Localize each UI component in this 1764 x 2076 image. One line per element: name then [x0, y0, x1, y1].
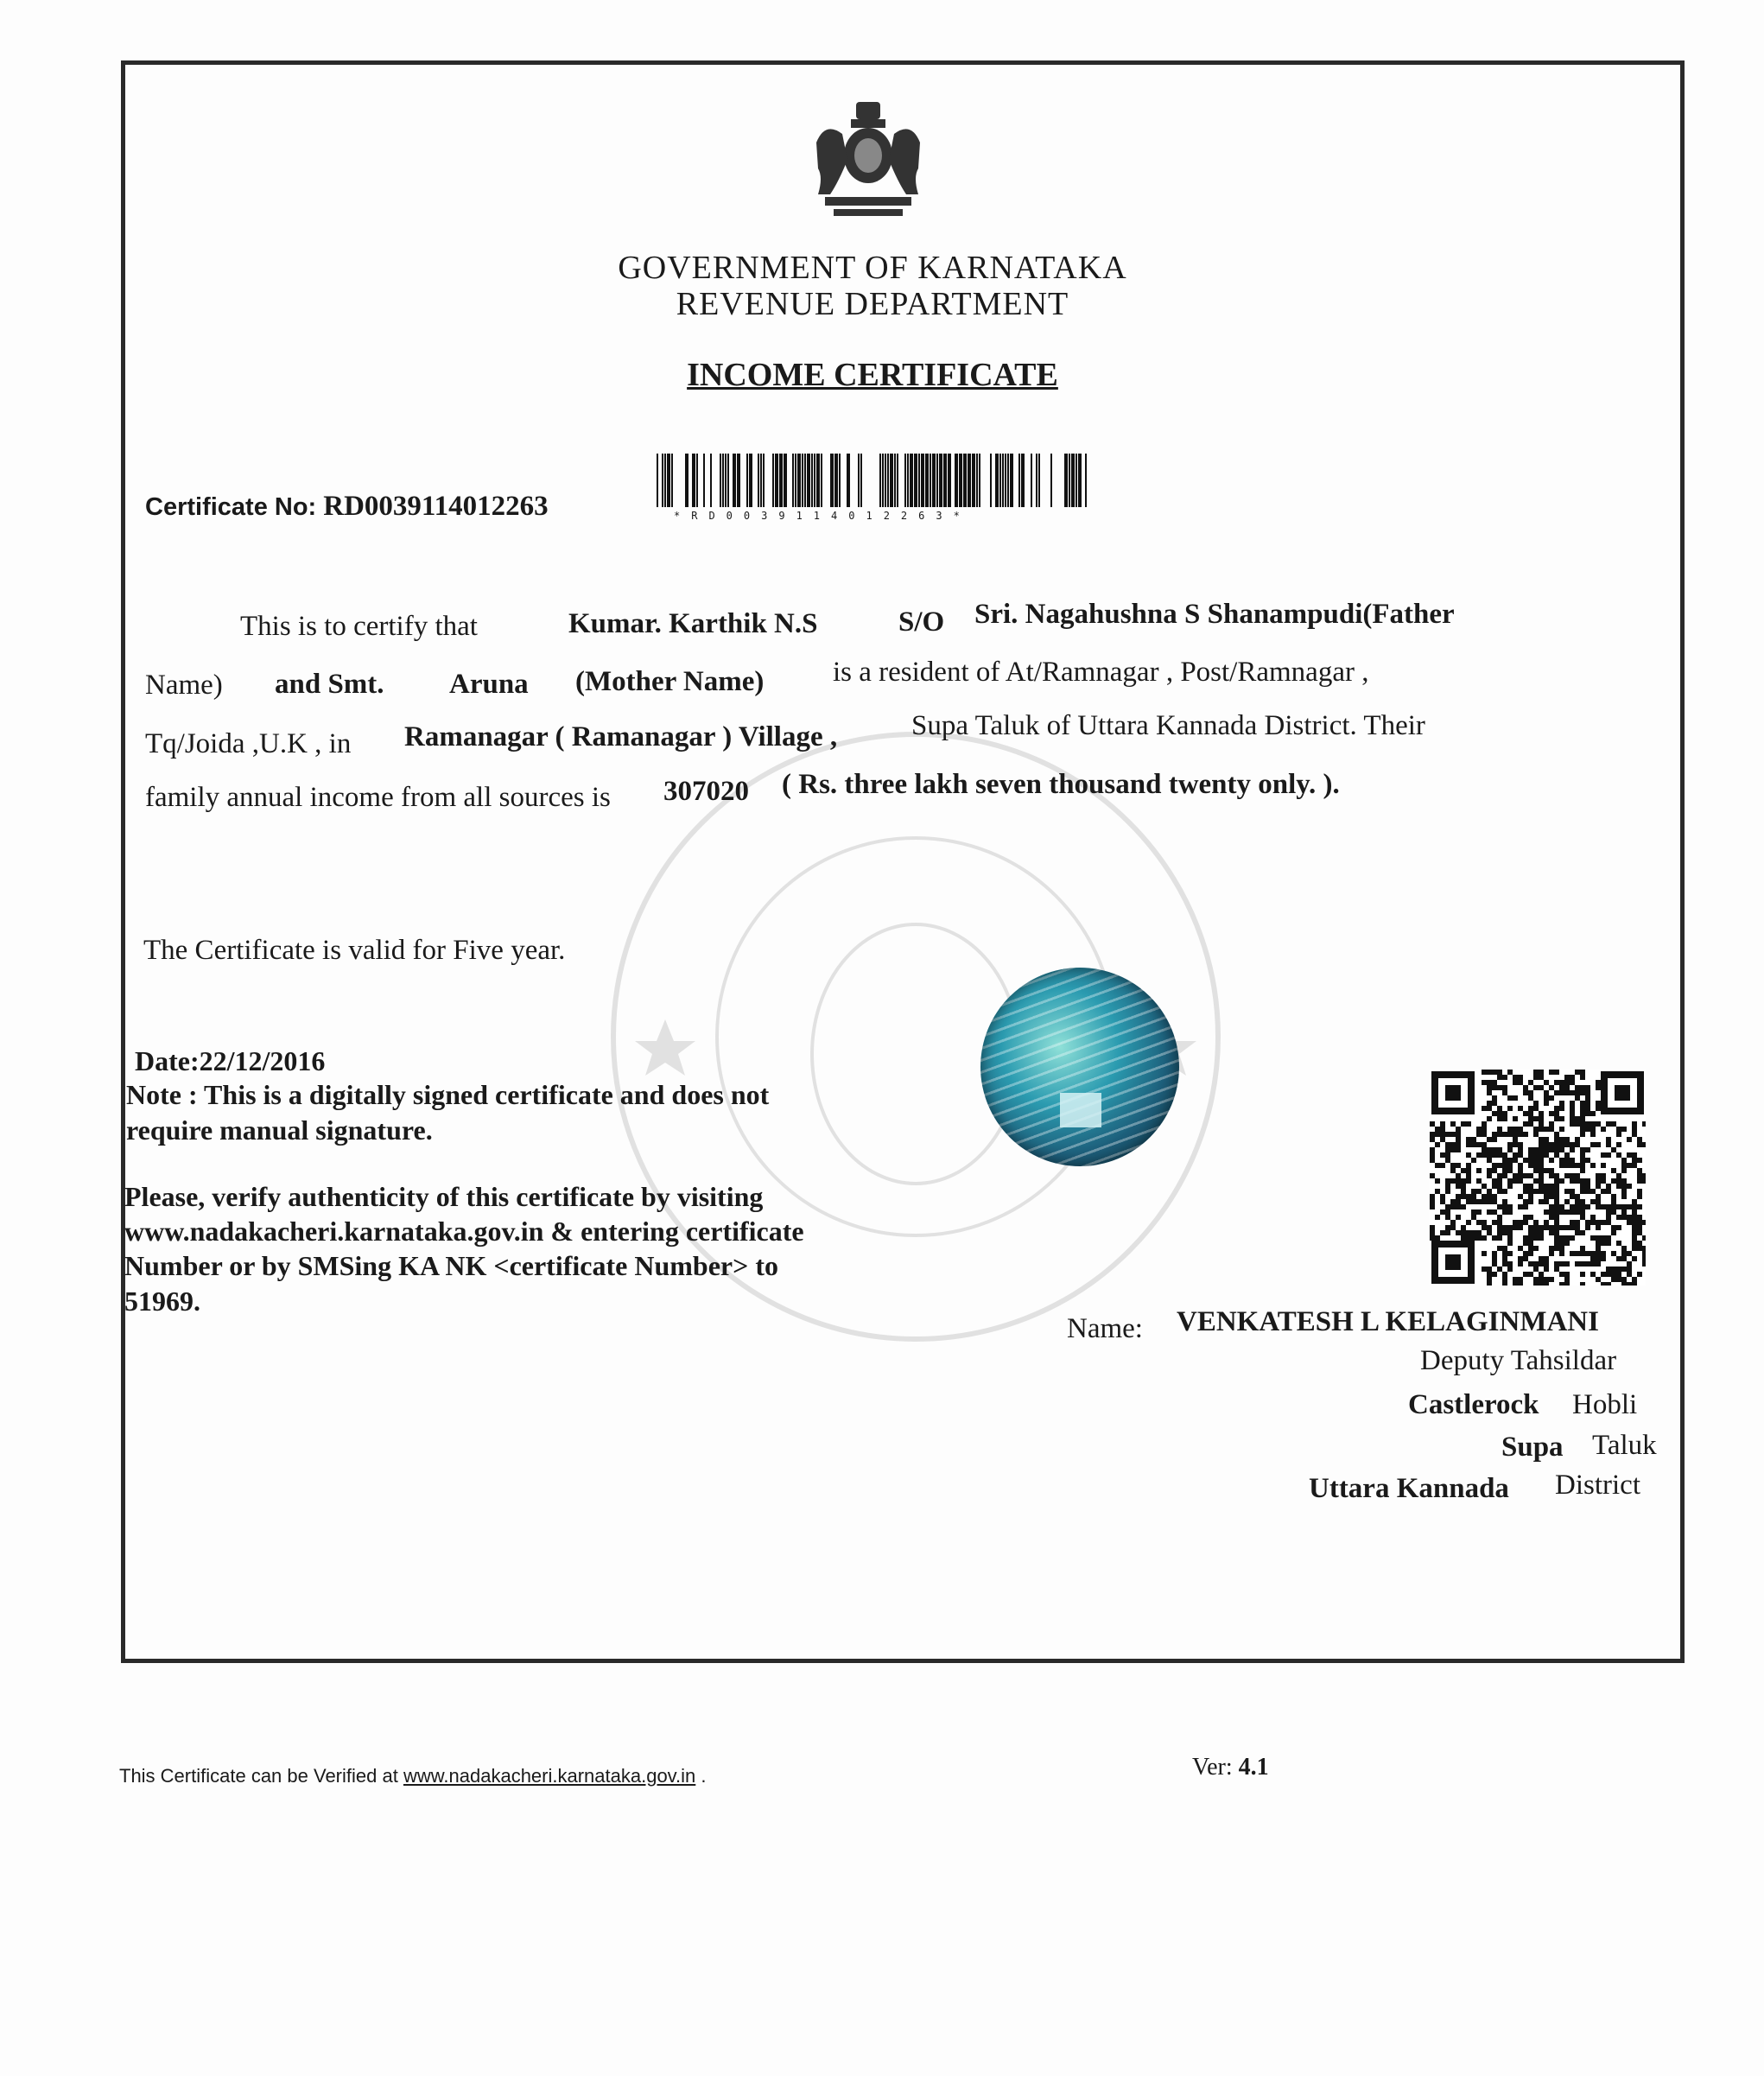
verify-line-3: Number or by SMSing KA NK <certificate Number> to — [124, 1250, 778, 1281]
body-line-1-intro: This is to certify that — [240, 611, 478, 642]
relation-so: S/O — [898, 606, 945, 638]
certificate-title: INCOME CERTIFICATE — [687, 357, 1058, 393]
body-line-4-income-intro: family annual income from all sources is — [145, 782, 611, 813]
village-name: Ramanagar ( Ramanagar ) Village , — [404, 721, 838, 752]
body-line-3-taluk: Tq/Joida ,U.K , in — [145, 728, 352, 759]
verify-line-4: 51969. — [124, 1286, 200, 1317]
certificate-barcode — [657, 454, 1088, 507]
verify-line-1: Please, verify authenticity of this certificate by visiting — [124, 1181, 764, 1212]
note-line-1: Note : This is a digitally signed certificate and does not — [126, 1079, 770, 1110]
certificate-no-value: RD0039114012263 — [323, 491, 549, 522]
body-line-2-and-smt: and Smt. — [275, 669, 384, 700]
note-line-2: require manual signature. — [126, 1114, 433, 1146]
validity-text: The Certificate is valid for Five year. — [143, 935, 566, 966]
signatory-name: VENKATESH L KELAGINMANI — [1177, 1306, 1599, 1337]
footer-verify-text — [119, 1765, 707, 1787]
mother-name-label: (Mother Name) — [575, 666, 765, 697]
version-label-text: Ver: — [1192, 1754, 1233, 1781]
taluk-name: Supa — [1501, 1432, 1564, 1463]
footer-prefix: This Certificate can be Verified at — [119, 1765, 398, 1787]
body-line-3-district: Supa Taluk of Uttara Kannada District. Their — [911, 710, 1425, 741]
government-heading: GOVERNMENT OF KARNATAKA — [618, 250, 1127, 286]
mother-name: Aruna — [449, 669, 529, 700]
department-heading: REVENUE DEPARTMENT — [676, 286, 1069, 322]
issue-date: Date:22/12/2016 — [135, 1045, 326, 1076]
body-line-2-name: Name) — [145, 670, 223, 701]
verify-line-2: www.nadakacheri.karnataka.gov.in & entering certificate — [124, 1216, 804, 1247]
version-label — [1192, 1754, 1269, 1781]
certificate-no-label — [145, 491, 549, 523]
district-name: Uttara Kannada — [1309, 1473, 1509, 1504]
footer-url-link[interactable]: www.nadakacheri.karnataka.gov.in — [403, 1765, 696, 1787]
hobli-name: Castlerock — [1408, 1389, 1539, 1420]
footer-suffix: . — [701, 1765, 707, 1787]
taluk-label: Taluk — [1592, 1430, 1657, 1461]
barcode-text: *RD0039114012263* — [674, 510, 971, 522]
hobli-label: Hobli — [1572, 1389, 1638, 1420]
signatory-name-label: Name: — [1067, 1313, 1143, 1344]
state-emblem — [799, 95, 937, 225]
income-in-words: ( Rs. three lakh seven thousand twenty only. ). — [782, 769, 1340, 800]
resident-address: is a resident of At/Ramnagar , Post/Ramnagar , — [833, 657, 1369, 688]
signatory-designation: Deputy Tahsildar — [1420, 1345, 1617, 1376]
district-label: District — [1555, 1470, 1640, 1501]
applicant-name: Kumar. Karthik N.S — [568, 608, 818, 639]
annual-income: 307020 — [663, 776, 749, 807]
qr-code — [1430, 1070, 1646, 1286]
version-value: 4.1 — [1238, 1754, 1269, 1781]
father-name: Sri. Nagahushna S Shanampudi(Father — [974, 599, 1455, 630]
hologram-sticker — [980, 968, 1179, 1166]
certificate-no-label-text: Certificate No: — [145, 493, 317, 521]
